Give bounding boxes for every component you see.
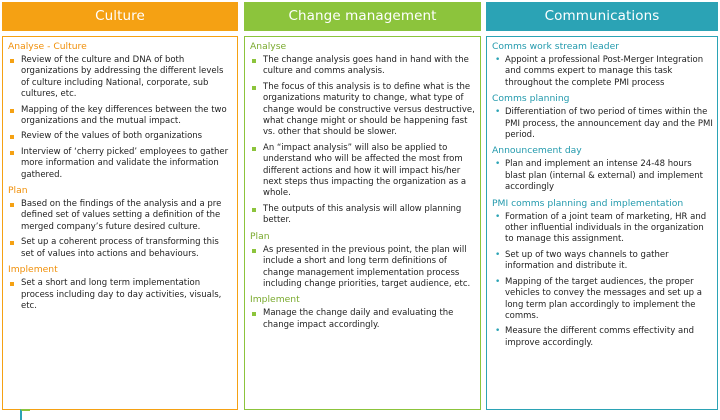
list-item: • Measure the different comms effectivity and improve accordingly.: [492, 326, 713, 349]
bullet-list: [8, 55, 233, 181]
list-item: Based on the findings of the analysis and a pre defined set of values setting a definition of the merged company’s future desired culture.: [8, 199, 233, 233]
corner-decoration: [20, 409, 30, 420]
section-title: Plan: [8, 185, 28, 197]
list-item: Set a short and long term implementation process including day to day activities, visuals, etc.: [8, 278, 233, 312]
list-item: Set up a coherent process of transforming this set of values into actions and behaviours.: [8, 237, 233, 260]
section-title: Plan: [250, 230, 270, 242]
list-item: Review of the culture and DNA of both organizations by addressing the different levels of culture including National, corporate, sub cultures, etc.: [8, 55, 233, 101]
column-header: Change management: [244, 2, 481, 31]
change-management-column: [244, 2, 481, 410]
bullet-list: [250, 245, 476, 291]
list-item: Mapping of the key differences between the two organizations and the mutual impact.: [8, 105, 233, 128]
list-item: The outputs of this analysis will allow planning better.: [250, 204, 476, 227]
bullet-list: [492, 107, 713, 141]
bullet-list: [492, 212, 713, 349]
list-item: • Formation of a joint team of marketing, HR and other influential individuals in the organization to manage this assignment.: [492, 212, 713, 246]
bullet-list: [8, 278, 233, 312]
section-title: Analyse: [250, 41, 287, 52]
section-title: Comms planning: [492, 93, 570, 105]
section-title: Comms work stream leader: [492, 41, 620, 52]
list-item: The focus of this analysis is to define what is the organizations maturity to change, what type of change would be constructive versus destructive, what change might or should be happening fast vs. other that should be slower.: [250, 82, 476, 139]
section-title: PMI comms planning and implementation: [492, 197, 684, 209]
bullet-list: [492, 159, 713, 193]
column-body: [244, 36, 481, 410]
column-body: [486, 36, 718, 410]
list-item: Review of the values of both organizations: [8, 131, 233, 142]
bullet-list: [250, 55, 476, 227]
section-title: Analyse - Culture: [8, 41, 87, 52]
section-title: Announcement day: [492, 145, 582, 157]
section-title: Implement: [8, 264, 58, 276]
section-title: Implement: [250, 294, 300, 306]
column-body: [2, 36, 238, 410]
bullet-list: [250, 308, 476, 331]
list-item: Interview of ‘cherry picked’ employees to gather more information and validate the information gathered.: [8, 147, 233, 181]
column-header: Culture: [2, 2, 238, 31]
bullet-list: [8, 199, 233, 260]
bullet-list: [492, 55, 713, 89]
list-item: As presented in the previous point, the plan will include a short and long term definitions of change management implementation process including change priorities, target audience, etc.: [250, 245, 476, 291]
culture-column: [2, 2, 238, 410]
list-item: Manage the change daily and evaluating the change impact accordingly.: [250, 308, 476, 331]
list-item: • Differentiation of two period of times within the PMI process, the announcement day and the PMI period.: [492, 107, 713, 141]
column-header: Communications: [486, 2, 718, 31]
communications-column: [486, 2, 718, 410]
list-item: • Mapping of the target audiences, the proper vehicles to convey the messages and set up a long term plan accordingly to implement the comms.: [492, 277, 713, 323]
list-item: • Appoint a professional Post-Merger Integration and comms expert to manage this task throughout the complete PMI process: [492, 55, 713, 89]
list-item: • Plan and implement an intense 24-48 hours blast plan (internal & external) and implement accordingly: [492, 159, 713, 193]
list-item: The change analysis goes hand in hand with the culture and comms analysis.: [250, 55, 476, 78]
list-item: An “impact analysis” will also be applied to understand who will be affected the most from different actions and how it will impact his/her next steps thus impacting the organization as a whole.: [250, 143, 476, 200]
list-item: • Set up of two ways channels to gather information and distribute it.: [492, 250, 713, 273]
